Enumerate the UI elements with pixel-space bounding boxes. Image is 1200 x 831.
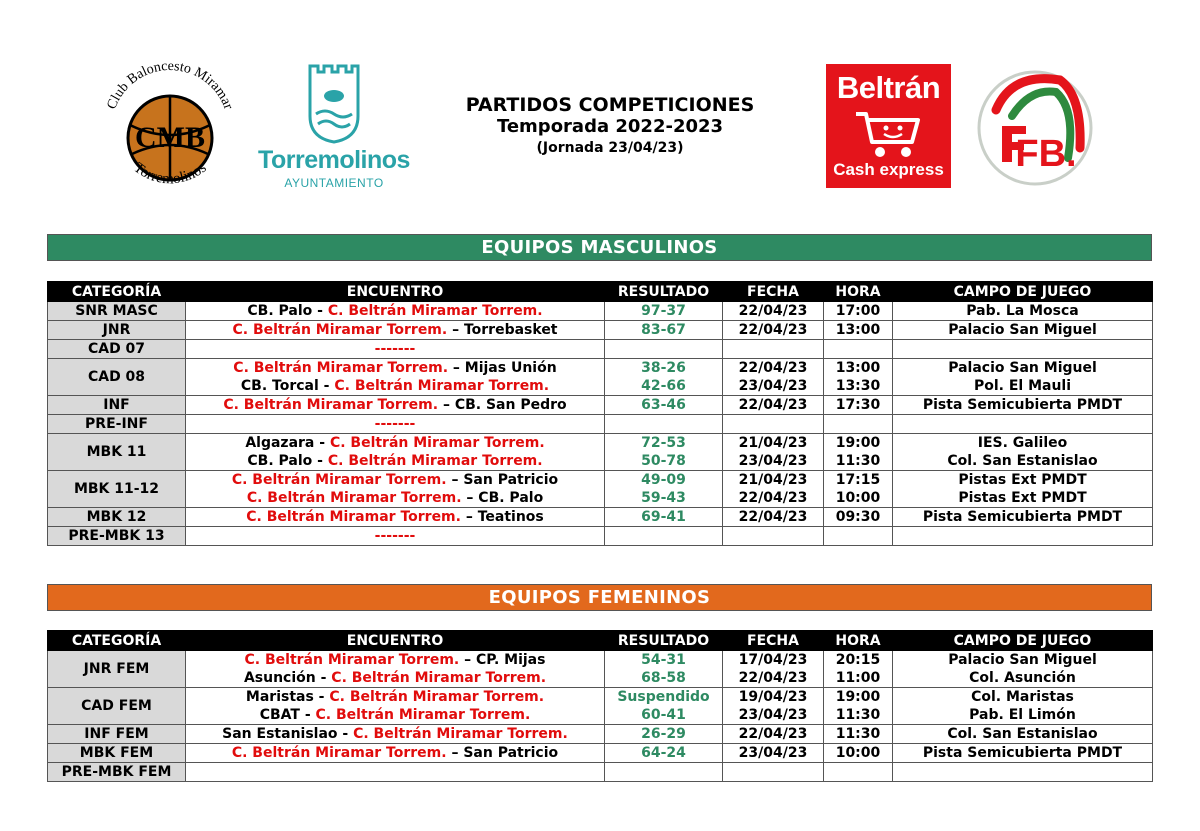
date-value (723, 340, 823, 358)
col-header-encuentro: ENCUENTRO (186, 282, 605, 302)
result-cell (605, 508, 723, 527)
table-row (48, 396, 1153, 415)
match-cell (186, 527, 605, 546)
result-value: 54-31 (641, 652, 686, 668)
time-value: 19:00 (835, 435, 881, 451)
season-label: Temporada 2022-2023 (496, 116, 724, 137)
result-cell (605, 725, 723, 744)
col-header-fecha: FECHA (723, 631, 824, 651)
home-team-name: C. Beltrán Miramar Torrem. (329, 689, 545, 705)
match-line (186, 744, 604, 762)
result-value: 97-37 (641, 303, 686, 319)
date-value: 17/04/23 (738, 652, 808, 668)
time-cell (824, 471, 893, 508)
opponent-name: – San Patricio (446, 472, 559, 488)
section-title-masculinos: EQUIPOS MASCULINOS (47, 234, 1152, 261)
time-cell (824, 302, 893, 321)
venue-cell (893, 471, 1153, 508)
match-cell (186, 415, 605, 434)
venue-cell (893, 321, 1153, 340)
club-logo-top-text: Club Baloncesto Miramar (104, 58, 236, 112)
venue-cell (893, 415, 1153, 434)
table-header (48, 282, 1153, 302)
result-value: 50-78 (641, 453, 686, 469)
match-cell (186, 725, 605, 744)
date-cell (723, 744, 824, 763)
date-value: 23/04/23 (738, 745, 808, 761)
venue-value: Col. Asunción (969, 670, 1076, 686)
opponent-name: – San Patricio (446, 745, 559, 761)
date-value: 21/04/23 (738, 472, 808, 488)
category-cell: MBK 12 (48, 508, 186, 527)
result-value: 69-41 (641, 509, 686, 525)
match-line (186, 359, 604, 377)
time-cell (824, 396, 893, 415)
date-value: 19/04/23 (738, 689, 808, 705)
table-row (48, 471, 1153, 508)
col-header-hora: HORA (824, 282, 893, 302)
venue-value: Col. San Estanislao (947, 726, 1098, 742)
time-value: 11:30 (835, 453, 881, 469)
opponent-name: – Mijas Unión (448, 360, 557, 376)
match-line (186, 396, 604, 414)
match-line (186, 452, 604, 470)
match-line (186, 377, 604, 395)
result-cell (605, 359, 723, 396)
venue-cell (893, 508, 1153, 527)
venue-cell (893, 744, 1153, 763)
time-cell (824, 725, 893, 744)
match-line (186, 489, 604, 507)
match-cell (186, 396, 605, 415)
date-value: 22/04/23 (738, 322, 808, 338)
match-line (186, 471, 604, 489)
time-value (824, 527, 892, 545)
venue-cell (893, 688, 1153, 725)
opponent-name: – CB. San Pedro (438, 397, 567, 413)
venue-cell (893, 340, 1153, 359)
date-cell (723, 763, 824, 782)
section-title-femeninos: EQUIPOS FEMENINOS (47, 584, 1152, 611)
date-cell (723, 688, 824, 725)
date-cell (723, 321, 824, 340)
venue-cell (893, 359, 1153, 396)
club-logo-initials: CMB (135, 121, 205, 154)
time-value: 19:00 (835, 689, 881, 705)
date-value: 22/04/23 (738, 670, 808, 686)
venue-cell (893, 527, 1153, 546)
date-value (723, 415, 823, 433)
col-header-fecha: FECHA (723, 282, 824, 302)
opponent-name: CB. Palo - (247, 303, 328, 319)
table-row (48, 763, 1153, 782)
opponent-name: – Teatinos (460, 509, 544, 525)
category-cell: INF (48, 396, 186, 415)
venue-value: Pista Semicubierta PMDT (922, 397, 1123, 413)
home-team-name: C. Beltrán Miramar Torrem. (223, 397, 439, 413)
date-value (723, 763, 823, 781)
match-cell (186, 321, 605, 340)
opponent-name: Asunción - (243, 670, 332, 686)
venue-value: Pab. La Mosca (966, 303, 1079, 319)
time-value: 11:30 (835, 726, 881, 742)
club-logo-bottom-text: Torremolinos (130, 159, 210, 188)
time-cell (824, 434, 893, 471)
table-body-femeninos (48, 651, 1153, 782)
table-row (48, 651, 1153, 688)
home-team-name: C. Beltrán Miramar Torrem. (233, 360, 449, 376)
time-value: 10:00 (835, 745, 881, 761)
venue-cell (893, 434, 1153, 471)
venue-cell (893, 763, 1153, 782)
match-line (186, 321, 604, 339)
opponent-name: – CB. Palo (461, 490, 544, 506)
venue-value: Palacio San Miguel (948, 322, 1097, 338)
date-value: 23/04/23 (738, 453, 808, 469)
home-team-name: C. Beltrán Miramar Torrem. (246, 490, 462, 506)
title-block (420, 94, 800, 158)
category-cell: CAD 07 (48, 340, 186, 359)
time-value (824, 340, 892, 358)
result-cell (605, 321, 723, 340)
opponent-name: San Estanislao - (222, 726, 354, 742)
venue-cell (893, 302, 1153, 321)
match-line (186, 763, 604, 781)
result-value: 64-24 (641, 745, 686, 761)
time-cell (824, 359, 893, 396)
date-cell (723, 359, 824, 396)
col-header-resultado: RESULTADO (605, 282, 723, 302)
time-value: 20:15 (835, 652, 881, 668)
result-cell (605, 340, 723, 359)
venue-cell (893, 725, 1153, 744)
result-value: 59-43 (641, 490, 686, 506)
venue-value: Palacio San Miguel (948, 652, 1097, 668)
col-header-encuentro: ENCUENTRO (186, 631, 605, 651)
opponent-name: Algazara - (245, 435, 330, 451)
result-value: 60-41 (641, 707, 686, 723)
result-value: 42-66 (641, 378, 686, 394)
venue-value (893, 340, 1152, 358)
sponsor-tagline: Cash express (833, 160, 944, 179)
venue-cell (893, 396, 1153, 415)
category-cell: PRE-MBK FEM (48, 763, 186, 782)
home-team-name: C. Beltrán Miramar Torrem. (331, 670, 547, 686)
match-line (186, 302, 604, 320)
home-team-name: ------- (374, 416, 416, 432)
opponent-name: Maristas - (245, 689, 330, 705)
schedule-table-masculinos (47, 281, 1153, 546)
date-value: 21/04/23 (738, 435, 808, 451)
table-row (48, 688, 1153, 725)
time-cell (824, 744, 893, 763)
date-cell (723, 396, 824, 415)
result-value (605, 527, 722, 545)
club-logo (96, 50, 244, 200)
table-header (48, 631, 1153, 651)
home-team-name: C. Beltrán Miramar Torrem. (232, 322, 448, 338)
date-value: 22/04/23 (738, 509, 808, 525)
home-team-name: C. Beltrán Miramar Torrem. (231, 472, 447, 488)
fb-logo-text: FB. (1015, 133, 1077, 175)
table-row (48, 434, 1153, 471)
home-team-name: C. Beltrán Miramar Torrem. (353, 726, 568, 742)
home-team-name: C. Beltrán Miramar Torrem. (315, 707, 531, 723)
result-value: 83-67 (641, 322, 686, 338)
col-header-categoria: CATEGORÍA (48, 282, 186, 302)
home-team-name: ------- (374, 528, 416, 544)
date-cell (723, 725, 824, 744)
result-value: 68-58 (641, 670, 686, 686)
result-cell (605, 302, 723, 321)
time-cell (824, 415, 893, 434)
result-value: 63-46 (641, 397, 686, 413)
opponent-name: – Torrebasket (447, 322, 558, 338)
category-cell: CAD 08 (48, 359, 186, 396)
venue-value: Palacio San Miguel (948, 360, 1097, 376)
date-cell (723, 471, 824, 508)
table-row (48, 340, 1153, 359)
col-header-resultado: RESULTADO (605, 631, 723, 651)
time-cell (824, 527, 893, 546)
opponent-name: CBAT - (259, 707, 316, 723)
table-row (48, 725, 1153, 744)
venue-value (893, 415, 1152, 433)
category-cell: JNR FEM (48, 651, 186, 688)
opponent-name: CB. Torcal - (240, 378, 335, 394)
venue-cell (893, 651, 1153, 688)
home-team-name: C. Beltrán Miramar Torrem. (244, 652, 460, 668)
venue-value: Pista Semicubierta PMDT (922, 509, 1123, 525)
venue-value: Pistas Ext PMDT (958, 490, 1087, 506)
time-cell (824, 340, 893, 359)
date-value: 22/04/23 (738, 360, 808, 376)
date-cell (723, 651, 824, 688)
match-cell (186, 359, 605, 396)
time-value: 17:15 (835, 472, 881, 488)
venue-value: Pol. El Mauli (973, 378, 1072, 394)
page-header (0, 0, 1200, 210)
venue-value: Col. San Estanislao (947, 453, 1098, 469)
match-cell (186, 688, 605, 725)
match-cell (186, 508, 605, 527)
venue-value (893, 527, 1152, 545)
time-value: 13:00 (835, 322, 881, 338)
time-cell (824, 651, 893, 688)
time-value (824, 415, 892, 433)
time-value: 11:30 (835, 707, 881, 723)
table-row (48, 359, 1153, 396)
result-cell (605, 415, 723, 434)
result-value: 72-53 (641, 435, 686, 451)
result-cell (605, 434, 723, 471)
date-value: 23/04/23 (738, 378, 808, 394)
opponent-name: – CP. Mijas (459, 652, 546, 668)
opponent-name: CB. Palo - (247, 453, 328, 469)
match-line (186, 725, 604, 743)
time-value: 09:30 (835, 509, 881, 525)
date-value: 22/04/23 (738, 397, 808, 413)
match-cell (186, 651, 605, 688)
time-cell (824, 508, 893, 527)
category-cell: PRE-MBK 13 (48, 527, 186, 546)
page-title: PARTIDOS COMPETICIONES (465, 94, 755, 116)
result-value (605, 763, 722, 781)
date-cell (723, 527, 824, 546)
match-line (186, 651, 604, 669)
match-cell (186, 302, 605, 321)
col-header-campo: CAMPO DE JUEGO (893, 282, 1153, 302)
date-cell (723, 415, 824, 434)
home-team-name: C. Beltrán Miramar Torrem. (246, 509, 461, 525)
venue-value: Pistas Ext PMDT (958, 472, 1087, 488)
time-value: 17:30 (835, 397, 881, 413)
time-value: 11:00 (835, 670, 881, 686)
time-cell (824, 763, 893, 782)
result-cell (605, 527, 723, 546)
home-team-name: C. Beltrán Miramar Torrem. (334, 378, 550, 394)
match-line (186, 706, 604, 724)
time-value: 17:00 (835, 303, 881, 319)
match-line (186, 434, 604, 452)
venue-value: Col. Maristas (971, 689, 1074, 705)
match-cell (186, 471, 605, 508)
date-cell (723, 302, 824, 321)
date-value: 22/04/23 (738, 490, 808, 506)
home-team-name: C. Beltrán Miramar Torrem. (327, 453, 543, 469)
table-body-masculinos (48, 302, 1153, 546)
result-value: 38-26 (641, 360, 686, 376)
schedule-table-femeninos (47, 630, 1153, 782)
town-logo-sub: AYUNTAMIENTO (284, 176, 384, 190)
category-cell: CAD FEM (48, 688, 186, 725)
date-value: 23/04/23 (738, 707, 808, 723)
category-cell: PRE-INF (48, 415, 186, 434)
category-cell: MBK 11-12 (48, 471, 186, 508)
match-line (186, 415, 604, 433)
match-line (186, 508, 604, 526)
date-value: 22/04/23 (738, 726, 808, 742)
result-value: 26-29 (641, 726, 686, 742)
match-cell (186, 744, 605, 763)
time-cell (824, 321, 893, 340)
home-team-name: ------- (374, 341, 416, 357)
result-cell (605, 471, 723, 508)
match-cell (186, 763, 605, 782)
venue-value: Pista Semicubierta PMDT (922, 745, 1123, 761)
result-value (605, 340, 722, 358)
table-row (48, 527, 1153, 546)
table-row (48, 321, 1153, 340)
town-logo-name: Torremolinos (258, 146, 410, 174)
time-value: 13:30 (835, 378, 881, 394)
result-value: 49-09 (641, 472, 686, 488)
match-line (186, 340, 604, 358)
time-cell (824, 688, 893, 725)
time-value (824, 763, 892, 781)
venue-value (893, 763, 1152, 781)
result-cell (605, 396, 723, 415)
town-logo (258, 62, 410, 194)
col-header-categoria: CATEGORÍA (48, 631, 186, 651)
date-cell (723, 508, 824, 527)
match-line (186, 527, 604, 545)
venue-value: IES. Galileo (977, 435, 1068, 451)
category-cell: JNR (48, 321, 186, 340)
category-cell: MBK 11 (48, 434, 186, 471)
table-row (48, 508, 1153, 527)
category-cell: MBK FEM (48, 744, 186, 763)
town-castle-icon (258, 62, 410, 146)
sponsor-logo (826, 64, 951, 188)
venue-value: Pab. El Limón (969, 707, 1076, 723)
result-cell (605, 651, 723, 688)
sponsor-brand: Beltrán (836, 70, 941, 105)
result-cell (605, 744, 723, 763)
date-cell (723, 340, 824, 359)
category-cell: SNR MASC (48, 302, 186, 321)
shopping-cart-icon (854, 110, 924, 160)
col-header-hora: HORA (824, 631, 893, 651)
result-cell (605, 763, 723, 782)
match-line (186, 669, 604, 687)
home-team-name: C. Beltrán Miramar Torrem. (327, 303, 543, 319)
home-team-name: C. Beltrán Miramar Torrem. (329, 435, 545, 451)
col-header-campo: CAMPO DE JUEGO (893, 631, 1153, 651)
result-value: Suspendido (617, 689, 710, 705)
time-value: 10:00 (835, 490, 881, 506)
date-value: 22/04/23 (738, 303, 808, 319)
category-cell: INF FEM (48, 725, 186, 744)
time-value: 13:00 (835, 360, 881, 376)
match-line (186, 688, 604, 706)
date-cell (723, 434, 824, 471)
table-row (48, 415, 1153, 434)
result-value (605, 415, 722, 433)
match-cell (186, 434, 605, 471)
fb-sponsor-logo (972, 66, 1098, 190)
table-row (48, 302, 1153, 321)
home-team-name: C. Beltrán Miramar Torrem. (231, 745, 447, 761)
match-cell (186, 340, 605, 359)
date-value (723, 527, 823, 545)
table-row (48, 744, 1153, 763)
round-label: (Jornada 23/04/23) (536, 140, 684, 156)
result-cell (605, 688, 723, 725)
